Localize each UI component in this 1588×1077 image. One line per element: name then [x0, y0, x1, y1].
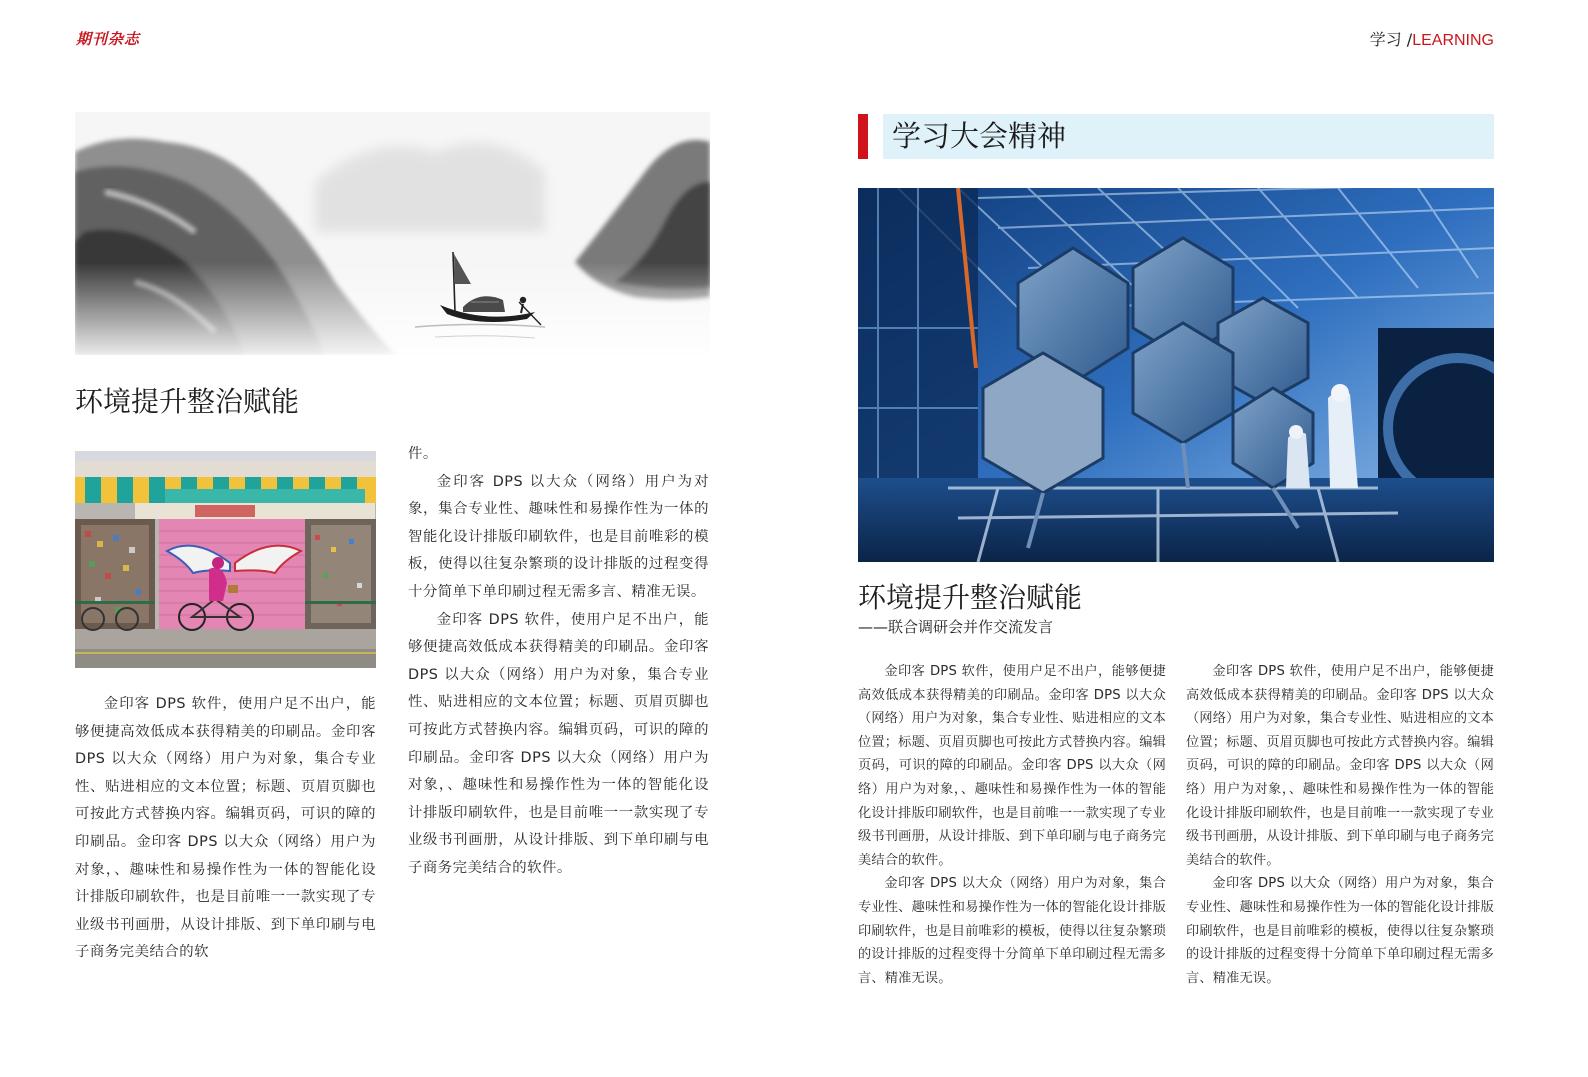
right-article-subheading: ——联合调研会并作交流发言: [858, 618, 1054, 636]
left-col1-paragraph-1: 金印客 DPS 软件，使用户足不出户，能够便捷高效低成本获得精美的印刷品。金印客 DPS 以大众（网络）用户为对象，集合专业性、贴进相应的文本位置；标题、页眉页脚也可按此方式替换内容。编辑页码，可识的障的印刷品。金印客 DPS 以大众（网络）用户为对象，、趣味性和易操作性为一体的智能化设计排版印刷软件，也是目前唯一一款实现了专业级书刊画册，从设计排版、到下单印刷与电子商务完美结合的软: [75, 696, 376, 961]
banner-title: 学习大会精神: [892, 119, 1067, 153]
right-article-heading: 环境提升整治赋能: [858, 581, 1083, 614]
section-tag-cn: 学习 /: [1369, 30, 1413, 49]
left-col2-paragraph-2: 金印客 DPS 软件，使用户足不出户，能够便捷高效低成本获得精美的印刷品。金印客 DPS 以大众（网络）用户为对象，集合专业性、贴进相应的文本位置；标题、页眉页脚也可按此方式替换内容。编辑页码，可识的障的印刷品。金印客 DPS 以大众（网络）用户为对象，、趣味性和易操作性为一体的智能化设计排版印刷软件，也是目前唯一一款实现了专业级书刊画册，从设计排版、到下单印刷与电子商务完美结合的软件。: [408, 611, 709, 876]
left-article-heading: 环境提升整治赋能: [75, 385, 300, 418]
street-photo: [75, 451, 376, 668]
left-column-1: [75, 691, 376, 967]
section-tag-en: LEARNING: [1412, 32, 1494, 49]
right-column-1: [858, 660, 1166, 990]
telescope-mirror-photo: [858, 188, 1494, 562]
right-col1-paragraph-1: 金印客 DPS 软件，使用户足不出户，能够便捷高效低成本获得精美的印刷品。金印客 DPS 以大众（网络）用户为对象，集合专业性、贴进相应的文本位置；标题、页眉页脚也可按此方式替换内容。编辑页码，可识的障的印刷品。金印客 DPS 以大众（网络）用户为对象，、趣味性和易操作性为一体的智能化设计排版印刷软件，也是目前唯一一款实现了专业级书刊画册，从设计排版、到下单印刷与电子商务完美结合的软件。: [858, 664, 1166, 868]
ink-landscape-image: [75, 112, 710, 355]
left-column-2: [408, 441, 709, 883]
magazine-brand: 期刊杂志: [76, 30, 141, 48]
right-col2-paragraph-2: 金印客 DPS 以大众（网络）用户为对象，集合专业性、趣味性和易操作性为一体的智能化设计排版印刷软件，也是目前唯彩的模板，使得以往复杂繁琐的设计排版的过程变得十分简单下单印刷过程无需多言、精准无误。: [1186, 876, 1494, 986]
telescope-illustration: [858, 188, 1494, 562]
street-illustration: [75, 451, 376, 668]
left-col2-lead: 件。: [408, 446, 438, 462]
left-col2-paragraph-1: 金印客 DPS 以大众（网络）用户为对象，集合专业性、趣味性和易操作性为一体的智能化设计排版印刷软件，也是目前唯彩的模板，使得以往复杂繁琐的设计排版的过程变得十分简单下单印刷过程无需多言、精准无误。: [408, 473, 709, 600]
right-column-2: [1186, 660, 1494, 990]
right-col2-paragraph-1: 金印客 DPS 软件，使用户足不出户，能够便捷高效低成本获得精美的印刷品。金印客 DPS 以大众（网络）用户为对象，集合专业性、贴进相应的文本位置；标题、页眉页脚也可按此方式替换内容。编辑页码，可识的障的印刷品。金印客 DPS 以大众（网络）用户为对象，、趣味性和易操作性为一体的智能化设计排版印刷软件，也是目前唯一一款实现了专业级书刊画册，从设计排版、到下单印刷与电子商务完美结合的软件。: [1186, 664, 1494, 868]
right-col1-paragraph-2: 金印客 DPS 以大众（网络）用户为对象，集合专业性、趣味性和易操作性为一体的智能化设计排版印刷软件，也是目前唯彩的模板，使得以往复杂繁琐的设计排版的过程变得十分简单下单印刷过程无需多言、精准无误。: [858, 876, 1166, 986]
banner-accent-bar: [858, 114, 868, 159]
ink-landscape-illustration: [75, 112, 710, 355]
section-tag: [1370, 27, 1494, 50]
